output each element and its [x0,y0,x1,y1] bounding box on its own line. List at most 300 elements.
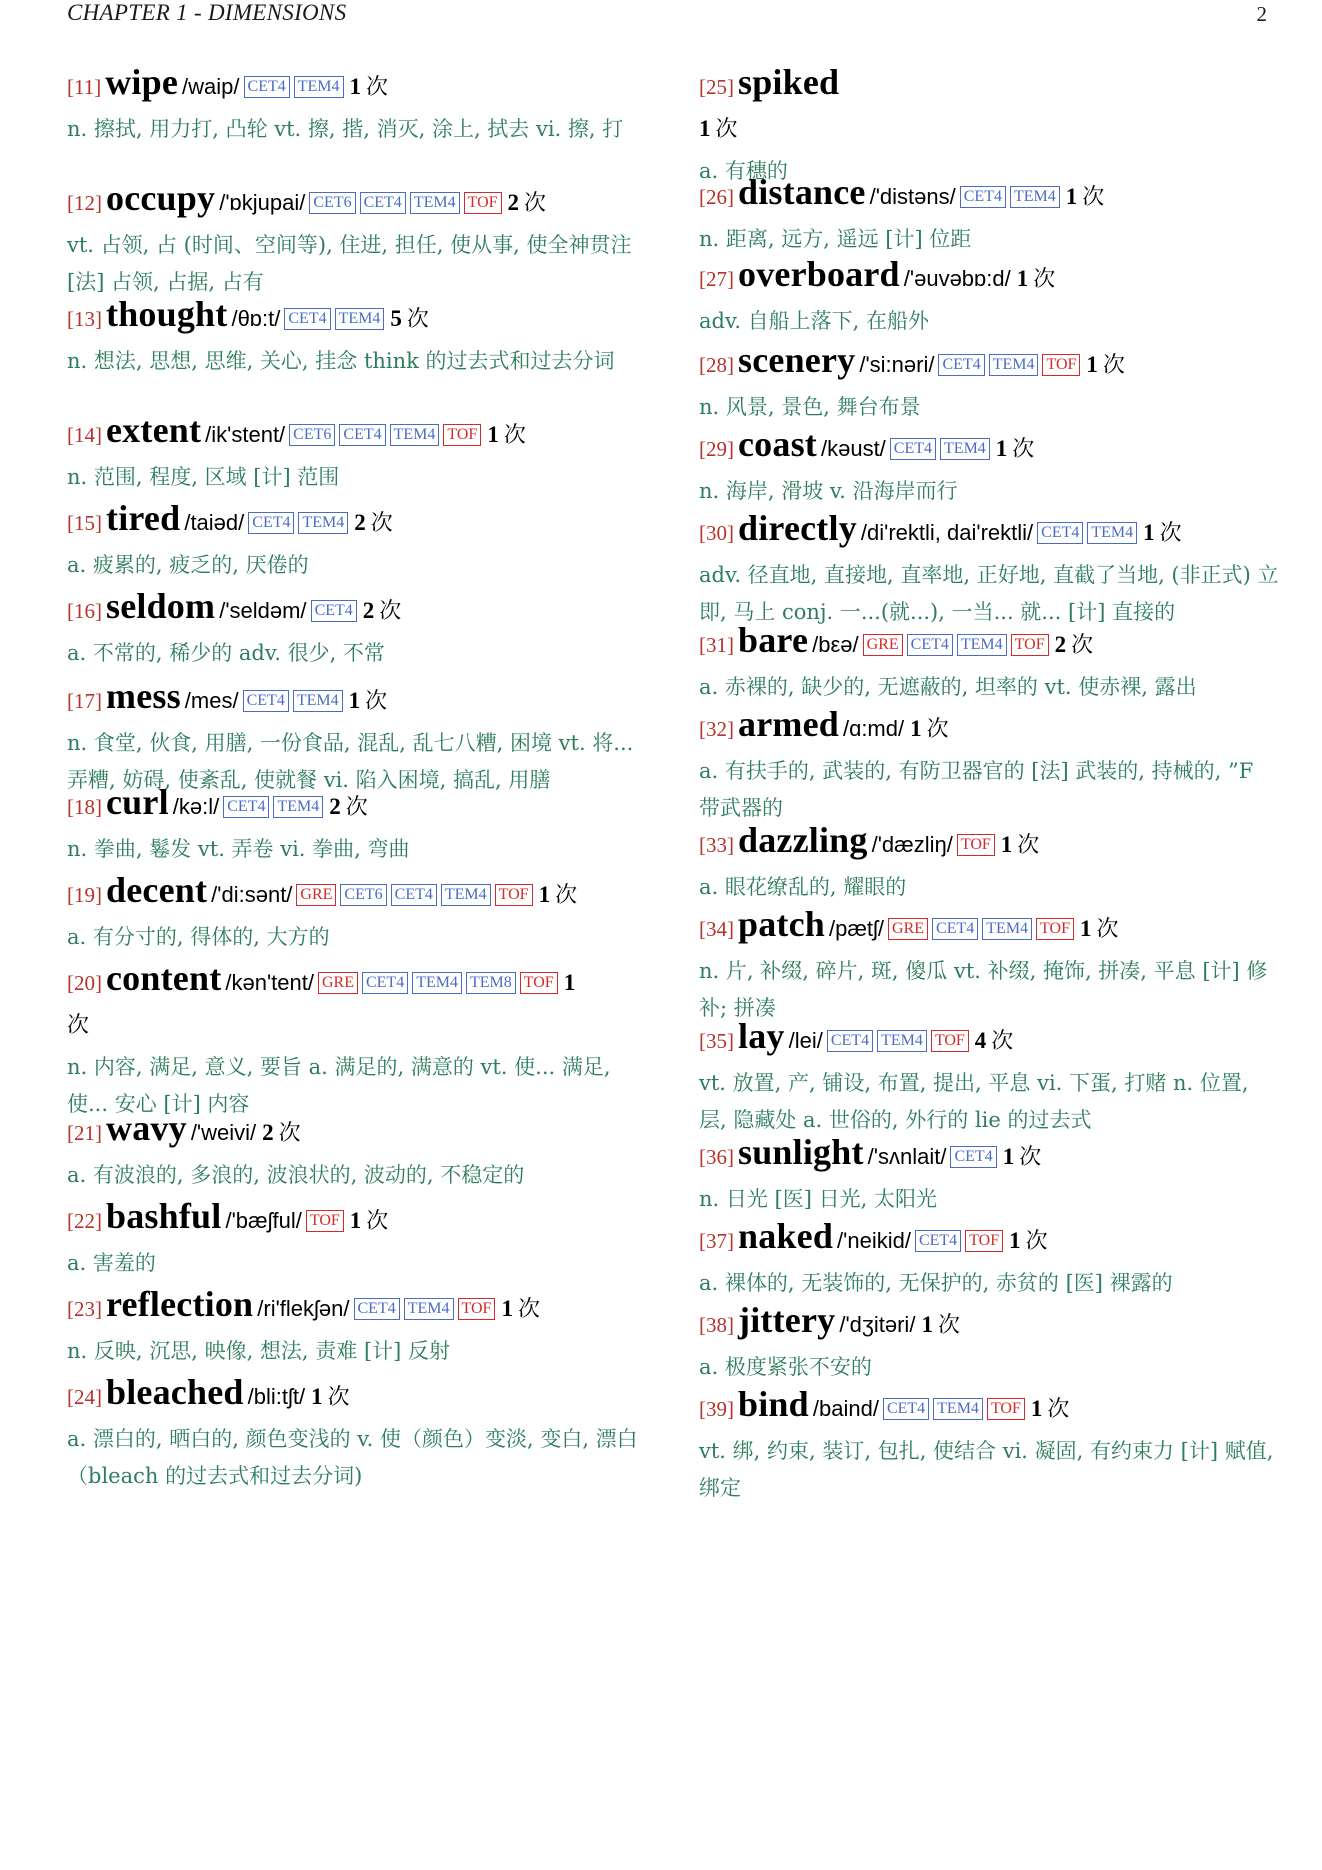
definition-text: n. 内容, 满足, 意义, 要旨 a. 满足的, 满意的 vt. 使... 满足, 使... 安心 [计] 内容 [67,1055,611,1116]
definition-text: a. 有分寸的, 得体的, 大方的 [67,925,330,949]
entry-headline [699,1384,1279,1431]
frequency-unit: 次 [715,116,738,141]
dictionary-entry [67,586,647,672]
definition-text: a. 赤裸的, 缺少的, 无遮蔽的, 坦率的 vt. 使赤裸, 露出 [699,675,1197,699]
entry-index: [36] [699,1145,734,1169]
entry-index: [15] [67,511,102,535]
phonetic-transcription: /'ɒkjupai/ [219,190,306,215]
frequency-unit: 次 [379,598,402,623]
exam-tag-tof: TOF [1042,354,1080,376]
frequency-number: 1 [910,716,922,741]
entry-index: [28] [699,353,734,377]
exam-tag-gre: GRE [888,918,928,940]
exam-tag-cet4: CET4 [890,438,936,460]
entry-headline [67,586,647,633]
dictionary-entry [67,1284,647,1370]
exam-tag-tem4: TEM4 [273,796,323,818]
frequency-unit: 次 [67,1012,90,1037]
dictionary-entry [67,870,647,956]
frequency-unit: 次 [555,882,578,907]
definition-text: n. 拳曲, 鬈发 vt. 弄卷 vi. 拳曲, 弯曲 [67,837,410,861]
exam-tag-cet4: CET4 [284,308,330,330]
frequency-unit: 次 [278,1120,301,1145]
dictionary-entry [699,172,1279,258]
headword: distance [738,172,866,212]
frequency-unit: 次 [1033,266,1056,291]
dictionary-entry [67,958,647,1123]
exam-tag-cet6: CET6 [289,424,335,446]
frequency-number: 1 [1143,520,1155,545]
definition-text: n. 想法, 思想, 思维, 关心, 挂念 think 的过去式和过去分词 [67,349,615,373]
headword: wavy [106,1108,187,1148]
frequency-unit: 次 [503,422,526,447]
phonetic-transcription: /di'rektli, dai'rektli/ [860,520,1034,545]
frequency-unit: 次 [1096,916,1119,941]
entry-index: [31] [699,633,734,657]
headword: directly [738,508,857,548]
entry-index: [34] [699,917,734,941]
frequency-unit: 次 [345,794,368,819]
frequency-count [539,882,578,907]
exam-tag-tem4: TEM4 [989,354,1039,376]
phonetic-transcription: /'bæʃful/ [225,1208,302,1233]
frequency-count [1055,632,1094,657]
dictionary-entry [67,676,647,799]
exam-tag-cet4: CET4 [244,76,290,98]
definition-text: vt. 绑, 约束, 装订, 包扎, 使结合 vi. 凝固, 有约束力 [计] 赋值, 绑定 [699,1439,1274,1500]
entry-headline [699,424,1279,471]
frequency-number: 2 [354,510,366,535]
frequency-count [564,970,581,995]
frequency-number: 4 [974,1028,987,1053]
dictionary-entry [67,782,647,868]
exam-tag-tof: TOF [306,1210,344,1232]
phonetic-transcription: /bεə/ [812,632,859,657]
phonetic-transcription: /pætʃ/ [829,916,885,941]
dictionary-entry [699,1216,1279,1302]
entry-index: [26] [699,185,734,209]
entry-headline [699,904,1279,951]
headword: occupy [106,178,216,218]
entry-index: [11] [67,75,102,99]
definition-text: adv. 径直地, 直接地, 直率地, 正好地, 直截了当地, (非正式) 立即, 马上 conj. 一...(就...), 一当... 就... [计] 直接的 [699,563,1279,624]
frequency-number: 1 [501,1296,513,1321]
exam-tag-cet4: CET4 [248,512,294,534]
exam-tag-tem4: TEM4 [412,972,462,994]
frequency-count [1017,266,1056,291]
frequency-count [1003,1144,1042,1169]
frequency-count [262,1120,301,1145]
entry-headline [67,676,647,723]
frequency-count [996,436,1035,461]
definition-text: n. 范围, 程度, 区域 [计] 范围 [67,465,340,489]
exam-tag-tem4: TEM4 [335,308,385,330]
frequency-count [311,1384,350,1409]
definition-text: adv. 自船上落下, 在船外 [699,309,930,333]
dictionary-entry [67,1196,647,1282]
headword: extent [106,410,202,450]
dictionary-entry [699,704,1279,827]
exam-tag-cet4: CET4 [1037,522,1083,544]
entry-headline [67,62,647,109]
frequency-number: 2 [362,598,375,623]
exam-tag-tem4: TEM4 [410,192,460,214]
frequency-number: 1 [699,116,711,141]
definition-text: a. 漂白的, 晒白的, 颜色变浅的 v. 使（颜色）变淡, 变白, 漂白（bleach 的过去式和过去分词) [67,1427,638,1488]
phonetic-transcription: /lei/ [788,1028,823,1053]
headword: coast [738,424,817,464]
dictionary-entry [699,1300,1279,1386]
exam-tag-cet4: CET4 [354,1298,400,1320]
frequency-count [1031,1396,1070,1421]
frequency-number: 1 [1009,1228,1021,1253]
frequency-count [508,190,547,215]
headword: tired [106,498,181,538]
entry-index: [21] [67,1121,102,1145]
frequency-number: 1 [995,436,1008,461]
phonetic-transcription: /kən'tent/ [225,970,314,995]
entry-index: [13] [67,307,102,331]
frequency-unit: 次 [365,688,388,713]
dictionary-entry [699,1384,1279,1507]
entry-index: [38] [699,1313,734,1337]
frequency-count [1009,1228,1048,1253]
exam-tag-tem8: TEM8 [466,972,516,994]
exam-tag-tem4: TEM4 [1010,186,1060,208]
phonetic-transcription: /ɑ:md/ [842,716,905,741]
exam-tag-gre: GRE [296,884,336,906]
exam-tag-cet4: CET4 [391,884,437,906]
frequency-count [975,1028,1014,1053]
definition-text: a. 眼花缭乱的, 耀眼的 [699,875,907,899]
exam-tag-cet4: CET4 [883,1398,929,1420]
entry-headline [699,62,1279,109]
phonetic-transcription: /ik'stent/ [205,422,286,447]
frequency-number: 1 [921,1312,933,1337]
definition-text: n. 反映, 沉思, 映像, 想法, 责难 [计] 反射 [67,1339,451,1363]
phonetic-transcription: /kə:l/ [172,794,220,819]
frequency-count [1086,352,1125,377]
dictionary-entry [699,508,1279,631]
phonetic-transcription: /'distəns/ [869,184,956,209]
frequency-unit: 次 [1019,1144,1042,1169]
entry-headline [67,294,647,341]
exam-tag-gre: GRE [318,972,358,994]
headword: naked [738,1216,834,1256]
frequency-number: 1 [563,970,576,995]
frequency-count [921,1312,960,1337]
phonetic-transcription: /ri'flekʃən/ [257,1296,350,1321]
dictionary-entry [699,904,1279,1027]
definition-text: a. 疲累的, 疲乏的, 厌倦的 [67,553,309,577]
phonetic-transcription: /mes/ [184,688,239,713]
frequency-unit: 次 [991,1028,1014,1053]
exam-tag-cet4: CET4 [223,796,269,818]
frequency-line [67,1005,647,1047]
headword: wipe [105,62,179,102]
phonetic-transcription: /'weivi/ [190,1120,257,1145]
headword: bleached [106,1372,244,1412]
definition-text: a. 裸体的, 无装饰的, 无保护的, 赤贫的 [医] 裸露的 [699,1271,1173,1295]
exam-tag-tem4: TEM4 [982,918,1032,940]
exam-tag-tof: TOF [443,424,481,446]
exam-tag-tof: TOF [458,1298,496,1320]
entry-index: [29] [699,437,734,461]
definition-text: n. 风景, 景色, 舞台布景 [699,395,921,419]
frequency-count [910,716,949,741]
frequency-count [501,1296,540,1321]
definition-text: a. 有穗的 [699,159,788,183]
phonetic-transcription: /bli:tʃt/ [247,1384,306,1409]
frequency-count [699,116,738,141]
frequency-number: 2 [329,794,341,819]
entry-headline [699,254,1279,301]
frequency-unit: 次 [1012,436,1035,461]
entry-index: [33] [699,833,734,857]
frequency-count [350,1208,389,1233]
exam-tag-tof: TOF [1036,918,1074,940]
exam-tag-tem4: TEM4 [404,1298,454,1320]
frequency-count [1143,520,1182,545]
dictionary-entry [699,820,1279,906]
phonetic-transcription: /'di:sənt/ [211,882,293,907]
definition-text: a. 有波浪的, 多浪的, 波浪状的, 波动的, 不稳定的 [67,1163,525,1187]
dictionary-entry [67,178,647,301]
frequency-number: 1 [487,422,499,447]
headword: overboard [738,254,900,294]
entry-index: [18] [67,795,102,819]
frequency-count [1001,832,1040,857]
dictionary-entry [699,254,1279,340]
entry-headline [699,620,1279,667]
exam-tag-tem4: TEM4 [293,690,343,712]
exam-tag-tem4: TEM4 [298,512,348,534]
entry-headline [699,340,1279,387]
frequency-count [329,794,368,819]
exam-tag-tem4: TEM4 [940,438,990,460]
dictionary-entry [67,1108,647,1194]
frequency-unit: 次 [1071,632,1094,657]
frequency-number: 2 [262,1120,274,1145]
frequency-unit: 次 [327,1384,350,1409]
frequency-count [349,688,388,713]
running-head [67,0,1267,28]
definition-text: n. 海岸, 滑坡 v. 沿海岸而行 [699,479,958,503]
frequency-number: 5 [390,306,402,331]
frequency-count [487,422,526,447]
frequency-unit: 次 [1025,1228,1048,1253]
headword: thought [106,294,228,334]
dictionary-entry [699,340,1279,426]
definition-text: a. 害羞的 [67,1251,156,1275]
exam-tag-cet4: CET4 [243,690,289,712]
entry-headline [699,820,1279,867]
headword: bare [738,620,809,660]
headword: bind [738,1384,809,1424]
headword: mess [106,676,181,716]
entry-index: [23] [67,1297,102,1321]
entry-headline [67,498,647,545]
chapter-title: CHAPTER 1 - DIMENSIONS [67,0,347,25]
phonetic-transcription: /kəust/ [820,436,886,461]
exam-tag-cet4: CET4 [950,1146,996,1168]
definition-text: vt. 占领, 占 (时间、空间等), 住进, 担任, 使从事, 使全神贯注 [法] 占领, 占据, 占有 [67,233,632,294]
phonetic-transcription: /'dʒitəri/ [839,1312,916,1337]
exam-tag-cet4: CET4 [362,972,408,994]
frequency-number: 1 [1030,1396,1043,1421]
phonetic-transcription: /'neikid/ [837,1228,911,1253]
definition-text: n. 食堂, 伙食, 用膳, 一份食品, 混乱, 乱七八糟, 困境 vt. 将... 弄糟, 妨碍, 使紊乱, 使就餐 vi. 陷入困境, 搞乱, 用膳 [67,731,634,792]
frequency-unit: 次 [1017,832,1040,857]
frequency-number: 1 [349,1208,362,1233]
frequency-count [1080,916,1119,941]
frequency-unit: 次 [1047,1396,1070,1421]
entry-index: [35] [699,1029,734,1053]
frequency-number: 1 [1000,832,1013,857]
frequency-unit: 次 [1159,520,1182,545]
exam-tag-tem4: TEM4 [294,76,344,98]
dictionary-entry [699,620,1279,706]
definition-text: a. 有扶手的, 武装的, 有防卫器官的 [法] 武装的, 持械的, ”F 带武器的 [699,759,1254,820]
dictionary-entry [699,1132,1279,1218]
exam-tag-tem4: TEM4 [877,1030,927,1052]
entry-index: [24] [67,1385,102,1409]
exam-tag-cet4: CET4 [360,192,406,214]
entry-index: [22] [67,1209,102,1233]
exam-tag-cet4: CET4 [311,600,357,622]
entry-headline [699,1300,1279,1347]
entry-headline [67,1372,647,1419]
phonetic-transcription: /'si:nəri/ [859,352,935,377]
exam-tag-tof: TOF [987,1398,1025,1420]
headword: curl [106,782,169,822]
frequency-number: 1 [1079,916,1092,941]
phonetic-transcription: /θɒ:t/ [231,306,281,331]
entry-headline [699,704,1279,751]
frequency-number: 1 [1002,1144,1015,1169]
headword: spiked [738,62,840,102]
exam-tag-cet4: CET4 [339,424,385,446]
frequency-number: 1 [538,882,551,907]
exam-tag-cet4: CET4 [907,634,953,656]
exam-tag-cet4: CET4 [915,1230,961,1252]
headword: dazzling [738,820,868,860]
exam-tag-tof: TOF [965,1230,1003,1252]
exam-tag-tof: TOF [931,1030,969,1052]
dictionary-entry [67,294,647,380]
entry-headline [67,410,647,457]
frequency-unit: 次 [926,716,949,741]
phonetic-transcription: /'əuvəbɒ:d/ [903,266,1011,291]
exam-tag-tof: TOF [464,192,502,214]
exam-tag-cet4: CET4 [960,186,1006,208]
headword: lay [738,1016,785,1056]
definition-text: vt. 放置, 产, 铺设, 布置, 提出, 平息 vi. 下蛋, 打赌 n. 位置, 层, 隐藏处 a. 世俗的, 外行的 lie 的过去式 [699,1071,1249,1132]
exam-tag-tem4: TEM4 [1087,522,1137,544]
dictionary-entry [699,1016,1279,1139]
exam-tag-cet4: CET4 [827,1030,873,1052]
exam-tag-cet6: CET6 [309,192,355,214]
definition-text: n. 日光 [医] 日光, 太阳光 [699,1187,937,1211]
dictionary-entry [699,424,1279,510]
exam-tag-tof: TOF [495,884,533,906]
frequency-number: 1 [348,688,361,713]
entry-index: [30] [699,521,734,545]
entry-headline [699,172,1279,219]
dictionary-entry [67,1372,647,1495]
entry-headline [67,782,647,829]
headword: reflection [106,1284,254,1324]
entry-index: [19] [67,883,102,907]
entry-index: [16] [67,599,102,623]
entry-headline [699,508,1279,555]
page-number: 2 [1256,2,1267,26]
headword: decent [106,870,208,910]
frequency-unit: 次 [1102,352,1125,377]
frequency-number: 1 [1086,352,1098,377]
entry-index: [12] [67,191,102,215]
frequency-unit: 次 [517,1296,540,1321]
phonetic-transcription: /'sʌnlait/ [867,1144,947,1169]
entry-index: [17] [67,689,102,713]
entry-headline [67,178,647,225]
frequency-number: 1 [1016,266,1029,291]
entry-headline [699,1216,1279,1263]
headword: jittery [738,1300,836,1340]
entry-index: [39] [699,1397,734,1421]
entry-index: [14] [67,423,102,447]
entry-headline [67,1196,647,1243]
exam-tag-tem4: TEM4 [390,424,440,446]
phonetic-transcription: /waip/ [182,74,240,99]
frequency-unit: 次 [524,190,547,215]
frequency-number: 1 [1065,184,1078,209]
exam-tag-tem4: TEM4 [441,884,491,906]
entry-headline [67,1284,647,1331]
entry-headline [67,870,647,917]
frequency-number: 1 [311,1384,323,1409]
entry-index: [37] [699,1229,734,1253]
frequency-unit: 次 [366,74,389,99]
frequency-count [354,510,393,535]
entry-index: [27] [699,267,734,291]
exam-tag-tem4: TEM4 [933,1398,983,1420]
entry-headline [67,1108,647,1155]
frequency-unit: 次 [370,510,393,535]
frequency-count [363,598,402,623]
definition-text: n. 距离, 远方, 遥远 [计] 位距 [699,227,972,251]
exam-tag-cet4: CET4 [932,918,978,940]
headword: patch [738,904,826,944]
entry-index: [32] [699,717,734,741]
frequency-unit: 次 [937,1312,960,1337]
frequency-number: 2 [1054,632,1067,657]
frequency-unit: 次 [1082,184,1105,209]
frequency-count [1066,184,1105,209]
entry-index: [20] [67,971,102,995]
exam-tag-tof: TOF [520,972,558,994]
dictionary-entry [67,498,647,584]
phonetic-transcription: /'dæzliŋ/ [871,832,953,857]
exam-tag-tof: TOF [1011,634,1049,656]
phonetic-transcription: /taiəd/ [184,510,245,535]
definition-text: a. 不常的, 稀少的 adv. 很少, 不常 [67,641,385,665]
entry-headline [699,1016,1279,1063]
frequency-line [699,109,1279,151]
frequency-number: 1 [349,74,362,99]
frequency-unit: 次 [406,306,429,331]
entry-headline [67,958,647,1005]
